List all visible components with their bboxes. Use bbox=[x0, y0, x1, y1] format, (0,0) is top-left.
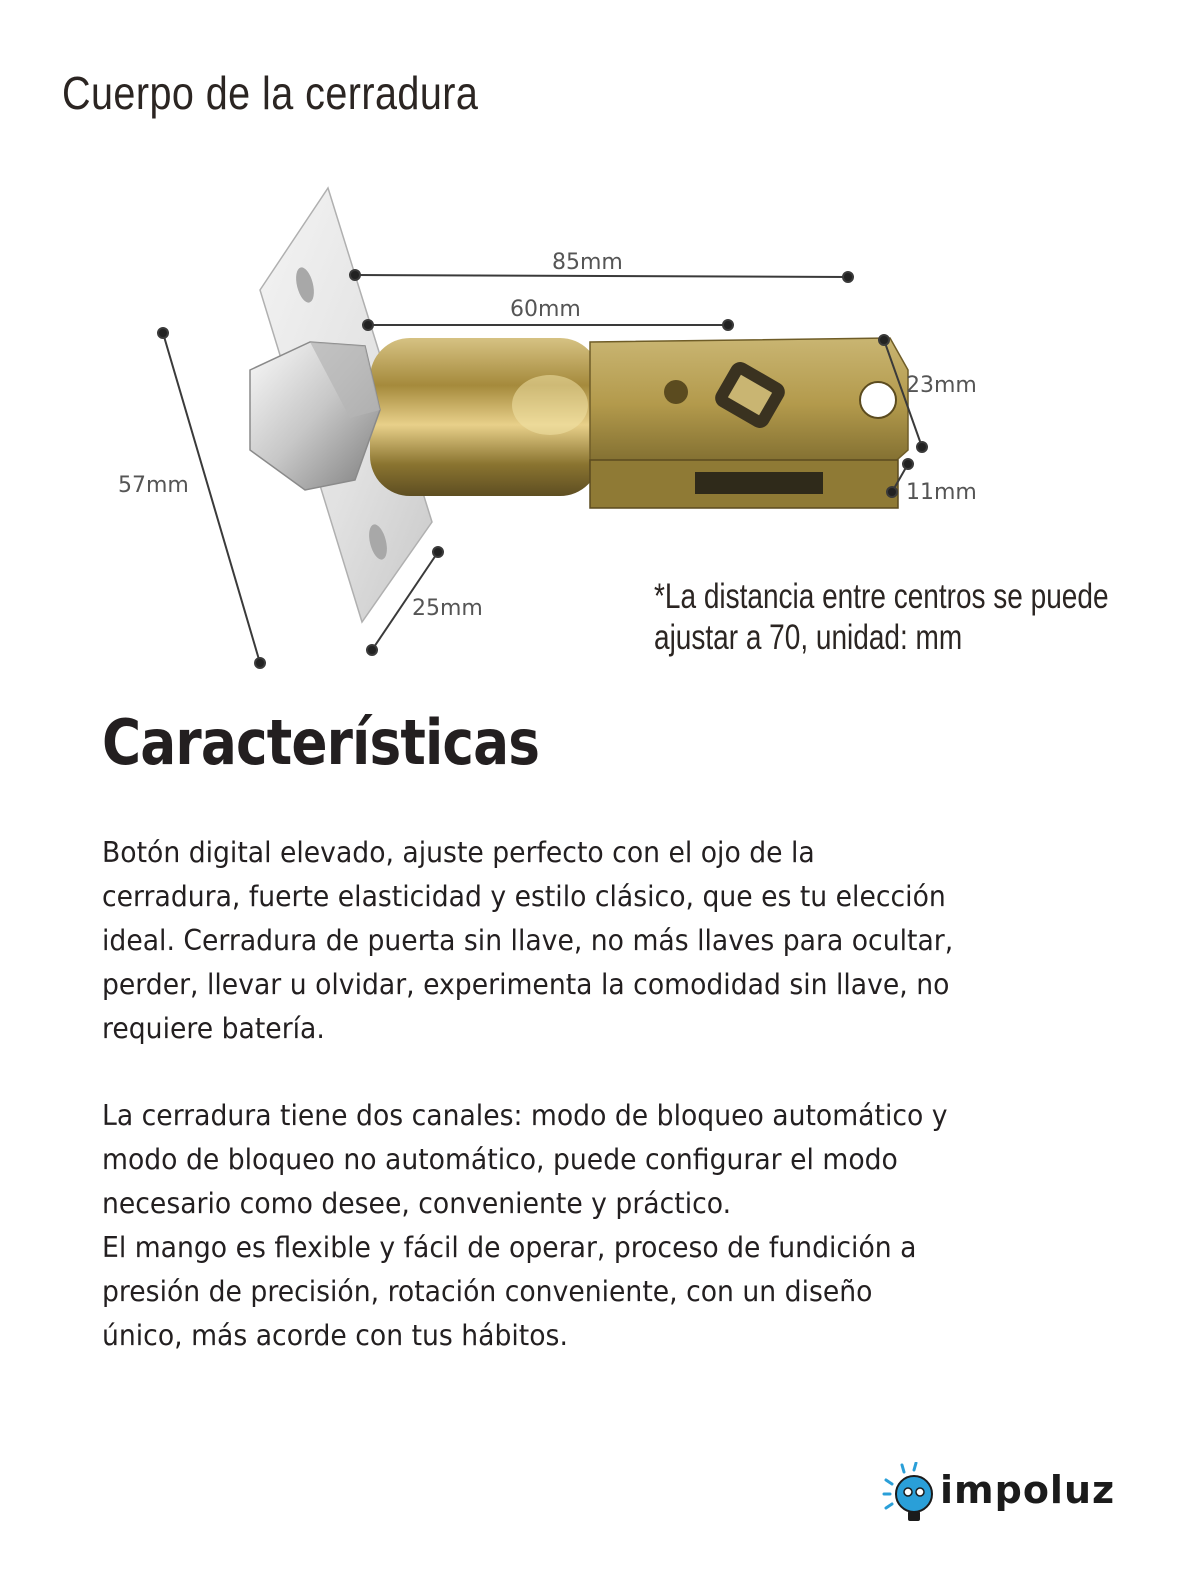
centers-distance-note bbox=[654, 576, 1109, 658]
paragraph-line: cerradura, fuerte elasticidad y estilo clásico, que es tu elección bbox=[102, 880, 946, 913]
dim-line-85 bbox=[355, 275, 848, 277]
paragraph-line: necesario como desee, conveniente y práctico. bbox=[102, 1187, 732, 1220]
features-heading: Características bbox=[102, 706, 540, 779]
note-line: *La distancia entre centros se puede bbox=[654, 577, 1109, 616]
paragraph-line: presión de precisión, rotación conveniente, con un diseño bbox=[102, 1275, 873, 1308]
note-line: ajustar a 70, unidad: mm bbox=[654, 618, 963, 657]
paragraph-line: El mango es flexible y fácil de operar, proceso de fundición a bbox=[102, 1231, 917, 1264]
paragraph-line: ideal. Cerradura de puerta sin llave, no más llaves para ocultar, bbox=[102, 924, 954, 957]
paragraph-line: modo de bloqueo no automático, puede configurar el modo bbox=[102, 1143, 898, 1176]
dim-label-25: 25mm bbox=[412, 596, 483, 621]
dim-label-85: 85mm bbox=[552, 250, 623, 275]
dim-line-57 bbox=[163, 333, 260, 663]
dim-label-57: 57mm bbox=[118, 473, 189, 498]
features-paragraph-1 bbox=[102, 831, 1182, 1051]
paragraph-line: único, más acorde con tus hábitos. bbox=[102, 1319, 568, 1352]
brand-name: impoluz bbox=[940, 1468, 1116, 1512]
dim-label-23: 23mm bbox=[906, 373, 977, 398]
paragraph-line: La cerradura tiene dos canales: modo de bloqueo automático y bbox=[102, 1099, 948, 1132]
tail-hole bbox=[860, 382, 896, 418]
section-title: Cuerpo de la cerradura bbox=[62, 67, 479, 119]
features-paragraph-2 bbox=[102, 1094, 1182, 1358]
paragraph-line: requiere batería. bbox=[102, 1012, 325, 1045]
paragraph-line: Botón digital elevado, ajuste perfecto con el ojo de la bbox=[102, 836, 815, 869]
lightbulb-icon bbox=[882, 1462, 942, 1526]
dim-label-60: 60mm bbox=[510, 297, 581, 322]
tail-slot bbox=[695, 472, 823, 494]
paragraph-line: perder, llevar u olvidar, experimenta la comodidad sin llave, no bbox=[102, 968, 950, 1001]
brand-logo bbox=[882, 1462, 1116, 1526]
dim-label-11: 11mm bbox=[906, 480, 977, 505]
